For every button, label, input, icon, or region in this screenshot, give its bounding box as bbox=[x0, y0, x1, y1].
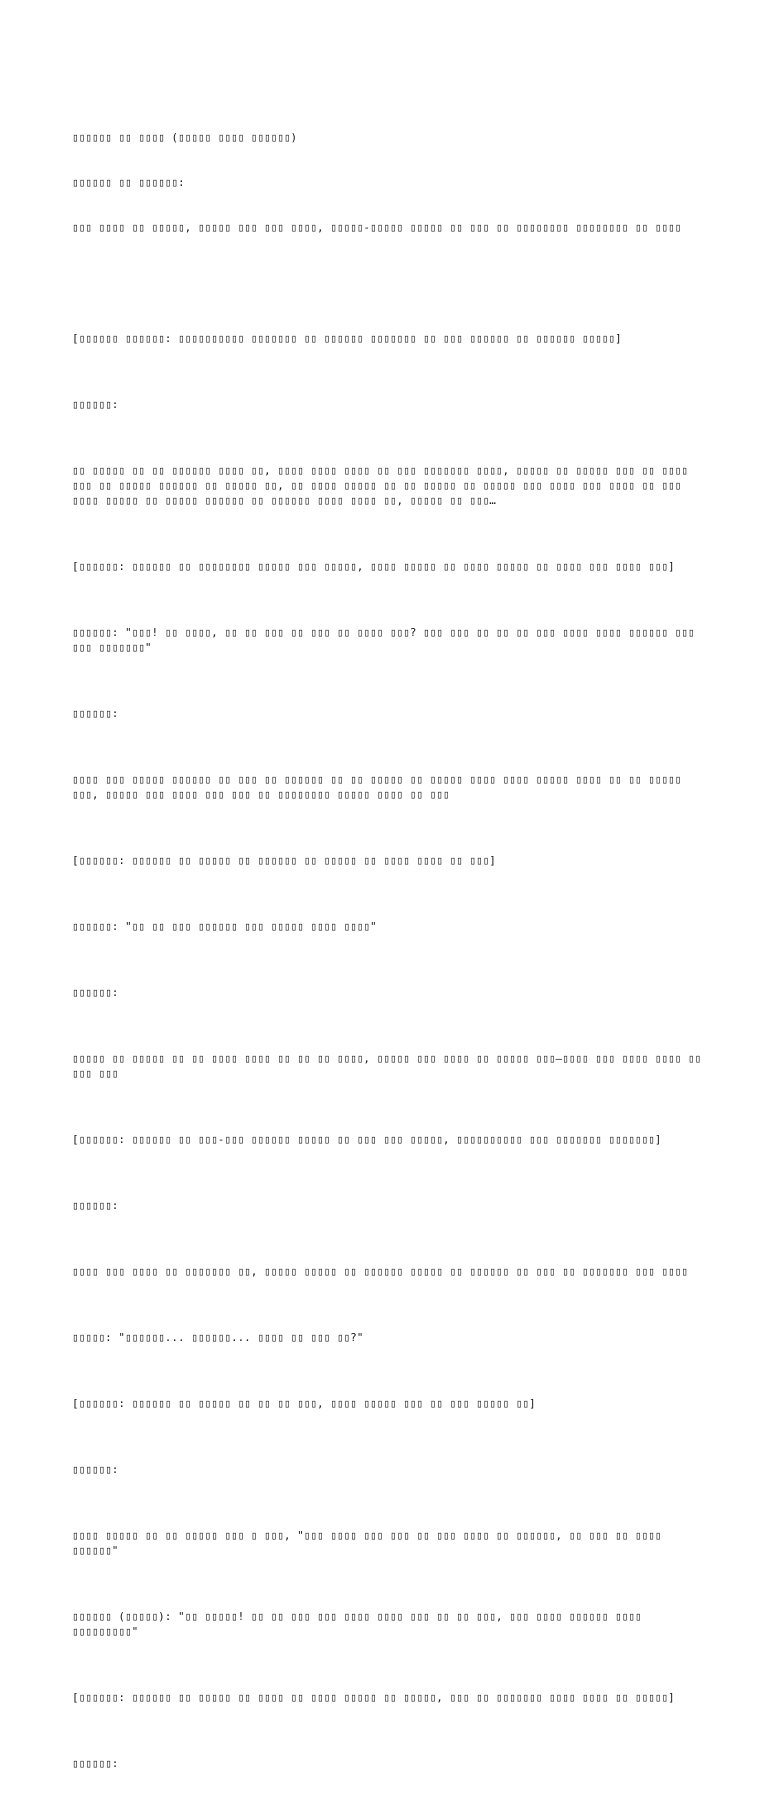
narration-paragraph: ▯▯▯▯ ▯▯▯▯▯ ▯▯ ▯▯ ▯▯▯▯▯ ▯▯▯ ▯ ▯▯▯, "▯▯▯ ▯▯▯▯ ▯▯▯ ▯▯▯ ▯▯ ▯▯▯ ▯▯▯▯ ▯▯ ▯▯▯▯▯▯, ▯▯ ▯▯▯ ▯▯ ▯▯▯▯ ▯▯▯▯▯▯" bbox=[72, 1529, 669, 1557]
speaker-label: ▯▯▯▯▯▯: bbox=[72, 1199, 119, 1212]
narration-paragraph: ▯▯▯▯ ▯▯▯ ▯▯▯▯▯ ▯▯▯▯▯▯ ▯▯ ▯▯▯ ▯▯ ▯▯▯▯▯▯ ▯▯ ▯▯ ▯▯▯▯▯ ▯▯ ▯▯▯▯▯ ▯▯▯▯ ▯▯▯▯ ▯▯▯▯▯ ▯▯▯▯ ▯▯ ▯▯ ▯▯▯▯▯ ▯▯▯, ▯▯▯▯▯ ▯▯▯ ▯▯▯▯ ▯▯▯ ▯▯▯ ▯▯ ▯▯▯▯▯▯▯▯ ▯▯▯▯▯ ▯▯▯▯ ▯▯ ▯▯▯ bbox=[72, 773, 688, 801]
document-subtitle: ▯▯▯▯▯▯ ▯▯ ▯▯▯▯▯▯: bbox=[72, 176, 185, 189]
dialogue-line: ▯▯▯▯▯: "▯▯▯▯▯▯... ▯▯▯▯▯▯... ▯▯▯▯ ▯▯ ▯▯▯ ▯▯?" bbox=[72, 1331, 364, 1344]
dialogue-line: ▯▯▯▯▯▯: "▯▯▯! ▯▯ ▯▯▯▯, ▯▯ ▯▯ ▯▯▯ ▯▯ ▯▯▯ ▯▯ ▯▯▯▯ ▯▯▯? ▯▯▯ ▯▯▯ ▯▯ ▯▯ ▯▯ ▯▯▯ ▯▯▯▯ ▯▯▯▯ ▯▯▯▯▯▯ ▯▯▯ ▯▯▯ ▯▯▯▯▯▯▯" bbox=[72, 626, 702, 654]
dialogue-line: ▯▯▯▯▯▯: "▯▯ ▯▯ ▯▯▯ ▯▯▯▯▯▯ ▯▯▯ ▯▯▯▯▯ ▯▯▯▯ ▯▯▯▯" bbox=[72, 920, 377, 933]
document-page bbox=[72, 70, 708, 1807]
stage-direction: [▯▯▯▯▯▯: ▯▯▯▯▯▯ ▯▯ ▯▯▯▯▯ ▯▯ ▯▯ ▯▯ ▯▯▯, ▯▯▯▯ ▯▯▯▯▯ ▯▯▯ ▯▯ ▯▯▯ ▯▯▯▯▯ ▯▯] bbox=[72, 1397, 536, 1410]
narration-paragraph: ▯▯▯▯▯ ▯▯ ▯▯▯▯▯ ▯▯ ▯▯ ▯▯▯▯ ▯▯▯▯ ▯▯ ▯▯ ▯▯ ▯▯▯▯, ▯▯▯▯▯ ▯▯▯ ▯▯▯▯ ▯▯ ▯▯▯▯▯ ▯▯▯—▯▯▯▯ ▯▯▯ ▯▯▯▯ ▯▯▯▯ ▯▯ ▯▯▯ ▯▯▯ bbox=[72, 1052, 708, 1080]
stage-direction: [▯▯▯▯▯▯: ▯▯▯▯▯▯ ▯▯ ▯▯▯-▯▯▯ ▯▯▯▯▯▯ ▯▯▯▯▯ ▯▯ ▯▯▯ ▯▯▯ ▯▯▯▯▯, ▯▯▯▯▯▯▯▯▯▯ ▯▯▯ ▯▯▯▯▯▯▯ ▯▯▯▯▯▯▯] bbox=[72, 1133, 662, 1146]
dialogue-line: ▯▯▯▯▯▯ (▯▯▯▯▯): "▯▯ ▯▯▯▯▯! ▯▯ ▯▯ ▯▯▯ ▯▯▯ ▯▯▯▯ ▯▯▯▯ ▯▯▯ ▯▯ ▯▯ ▯▯▯, ▯▯▯ ▯▯▯▯ ▯▯▯▯▯▯ ▯▯▯▯ ▯▯▯▯▯▯▯▯▯" bbox=[72, 1610, 649, 1638]
narration-paragraph: ▯▯ ▯▯▯▯▯ ▯▯ ▯▯ ▯▯▯▯▯▯ ▯▯▯▯ ▯▯, ▯▯▯▯ ▯▯▯▯ ▯▯▯▯ ▯▯ ▯▯▯ ▯▯▯▯▯▯▯ ▯▯▯▯, ▯▯▯▯▯ ▯▯ ▯▯▯▯▯ ▯▯▯ ▯▯ ▯▯▯▯ ▯▯▯ ▯▯ ▯▯▯▯▯ ▯▯▯▯▯▯ ▯▯ ▯▯▯▯▯ ▯▯, ▯▯ ▯▯▯▯ ▯▯▯▯▯ ▯▯ ▯▯ ▯▯▯▯▯ ▯▯ ▯▯▯▯▯ ▯▯▯ ▯▯▯▯ ▯▯▯ ▯▯▯▯ ▯▯ ▯▯▯ ▯▯▯▯ ▯▯▯▯▯ ▯▯ ▯▯▯▯▯ ▯▯▯▯▯▯ ▯▯ ▯▯▯▯▯▯ ▯▯▯▯ ▯▯▯▯ ▯▯, ▯▯▯▯▯ ▯▯ ▯▯▯… bbox=[72, 464, 695, 507]
stage-direction: [▯▯▯▯▯▯: ▯▯▯▯▯▯ ▯▯ ▯▯▯▯▯ ▯▯ ▯▯▯▯▯▯ ▯▯ ▯▯▯▯▯ ▯▯ ▯▯▯▯ ▯▯▯▯ ▯▯ ▯▯▯] bbox=[72, 854, 496, 867]
speaker-label: ▯▯▯▯▯▯: bbox=[72, 1757, 119, 1770]
document-header bbox=[72, 100, 702, 265]
document-intro: ▯▯▯ ▯▯▯▯ ▯▯ ▯▯▯▯▯, ▯▯▯▯▯ ▯▯▯ ▯▯▯ ▯▯▯▯, ▯▯▯▯▯-▯▯▯▯▯ ▯▯▯▯▯ ▯▯ ▯▯▯ ▯▯ ▯▯▯▯▯▯▯▯ ▯▯▯▯▯▯▯▯ ▯▯ ▯▯▯▯ bbox=[72, 221, 682, 234]
stage-direction: [▯▯▯▯▯▯: ▯▯▯▯▯▯ ▯▯ ▯▯▯▯▯▯▯▯ ▯▯▯▯▯ ▯▯▯ ▯▯▯▯▯, ▯▯▯▯ ▯▯▯▯▯ ▯▯ ▯▯▯▯ ▯▯▯▯▯ ▯▯ ▯▯▯▯ ▯▯▯ ▯▯▯▯ ▯▯▯] bbox=[72, 560, 675, 573]
stage-direction: [▯▯▯▯▯▯: ▯▯▯▯▯▯ ▯▯ ▯▯▯▯▯ ▯▯ ▯▯▯▯ ▯▯ ▯▯▯▯ ▯▯▯▯▯ ▯▯ ▯▯▯▯▯, ▯▯▯ ▯▯ ▯▯▯▯▯▯▯ ▯▯▯▯ ▯▯▯▯ ▯▯ ▯▯▯▯▯] bbox=[72, 1691, 675, 1704]
speaker-label: ▯▯▯▯▯▯: bbox=[72, 1463, 119, 1476]
document-title: ▯▯▯▯▯▯ ▯▯ ▯▯▯▯ (▯▯▯▯▯ ▯▯▯▯ ▯▯▯▯▯▯) bbox=[72, 131, 298, 144]
speaker-label: ▯▯▯▯▯▯: bbox=[72, 986, 119, 999]
speaker-label: ▯▯▯▯▯▯: bbox=[72, 398, 119, 411]
speaker-label: ▯▯▯▯▯▯: bbox=[72, 707, 119, 720]
narration-paragraph: ▯▯▯▯ ▯▯▯ ▯▯▯▯ ▯▯ ▯▯▯▯▯▯▯ ▯▯, ▯▯▯▯▯ ▯▯▯▯▯ ▯▯ ▯▯▯▯▯▯ ▯▯▯▯▯ ▯▯ ▯▯▯▯▯▯ ▯▯ ▯▯▯ ▯▯ ▯▯▯▯▯▯▯ ▯▯▯ ▯▯▯▯ bbox=[72, 1265, 688, 1278]
stage-direction: [▯▯▯▯▯▯ ▯▯▯▯▯▯: ▯▯▯▯▯▯▯▯▯▯ ▯▯▯▯▯▯▯ ▯▯ ▯▯▯▯▯▯ ▯▯▯▯▯▯▯ ▯▯ ▯▯▯ ▯▯▯▯▯▯ ▯▯ ▯▯▯▯▯▯ ▯▯▯▯▯] bbox=[72, 332, 622, 345]
